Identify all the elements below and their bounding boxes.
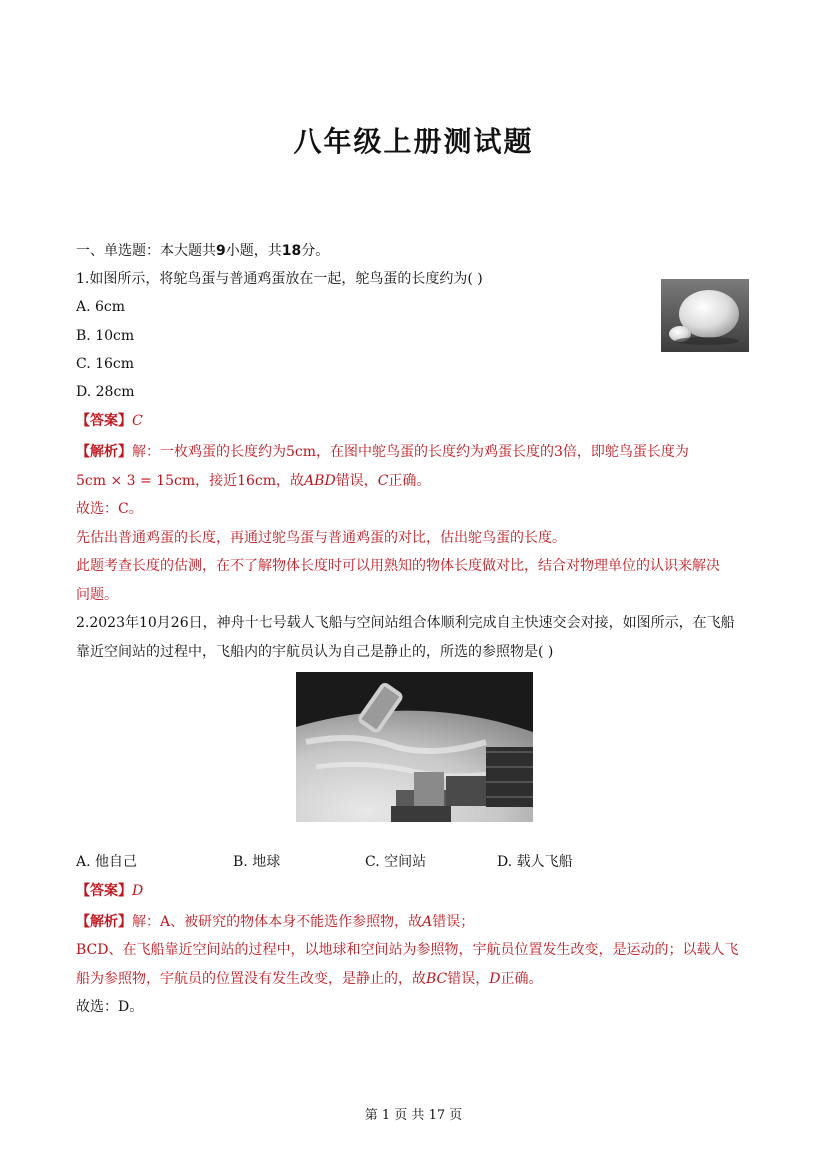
q1-option-c: C. 16cm: [76, 356, 135, 372]
q2-option-d: D. 载人飞船: [497, 854, 573, 870]
q2-option-a: A. 他自己: [76, 854, 138, 870]
space-station-photo: [296, 672, 533, 822]
section-header: 一、单选题：本大题共9小题，共18分。: [76, 243, 330, 259]
current-page-number: 1: [381, 1108, 391, 1123]
q1-note-2-line-1: 此题考查长度的估测，在不了解物体长度时可以用熟知的物体长度做对比，结合对物理单位的认识来解决: [76, 558, 720, 574]
q2-option-b: B. 地球: [233, 854, 281, 870]
q1-analysis-line-1: 【解析】解：一枚鸡蛋的长度约为5cm，在图中鸵鸟蛋的长度约为鸡蛋长度的3倍，即鸵鸟蛋长度为: [76, 444, 689, 460]
q1-note-1: 先估出普通鸡蛋的长度，再通过鸵鸟蛋与普通鸡蛋的对比，估出鸵鸟蛋的长度。: [76, 530, 566, 546]
q2-analysis-line-3: 船为参照物，宇航员的位置没有发生改变，是静止的，故BC错误，D正确。: [76, 971, 543, 987]
ostrich-egg-photo: [661, 279, 749, 352]
question-1-stem: 1.如图所示，将鸵鸟蛋与普通鸡蛋放在一起，鸵鸟蛋的长度约为( ): [76, 271, 483, 287]
q1-option-b: B. 10cm: [76, 328, 135, 344]
q2-option-c: C. 空间站: [365, 854, 427, 870]
q1-analysis-line-2: 5cm × 3 = 15cm，接近16cm，故ABD错误，C正确。: [76, 473, 431, 489]
q1-choice: 故选：C。: [76, 501, 143, 517]
q1-option-a: A. 6cm: [76, 299, 126, 315]
page-footer: 第 1 页 共 17 页: [364, 1108, 463, 1123]
q2-analysis-line-1: 【解析】解：A、被研究的物体本身不能选作参照物，故A错误；: [76, 914, 475, 930]
q2-answer: 【答案】D: [76, 883, 144, 899]
q2-choice: 故选：D。: [76, 999, 144, 1015]
page-title: 八年级上册测试题: [293, 125, 534, 158]
q1-answer: 【答案】C: [76, 413, 143, 429]
total-page-count: 17: [428, 1108, 446, 1123]
question-2-stem-line-2: 靠近空间站的过程中，飞船内的宇航员认为自己是静止的，所选的参照物是( ): [76, 644, 554, 660]
q2-analysis-line-2: BCD、在飞船靠近空间站的过程中，以地球和空间站为参照物，宇航员位置发生改变，是运动的；以载人飞: [76, 942, 739, 958]
q1-option-d: D. 28cm: [76, 384, 135, 400]
question-2-stem-line-1: 2.2023年10月26日，神舟十七号载人飞船与空间站组合体顺利完成自主快速交会对接，如图所示，在飞船: [76, 615, 735, 631]
q1-note-2-line-2: 问题。: [76, 587, 118, 603]
